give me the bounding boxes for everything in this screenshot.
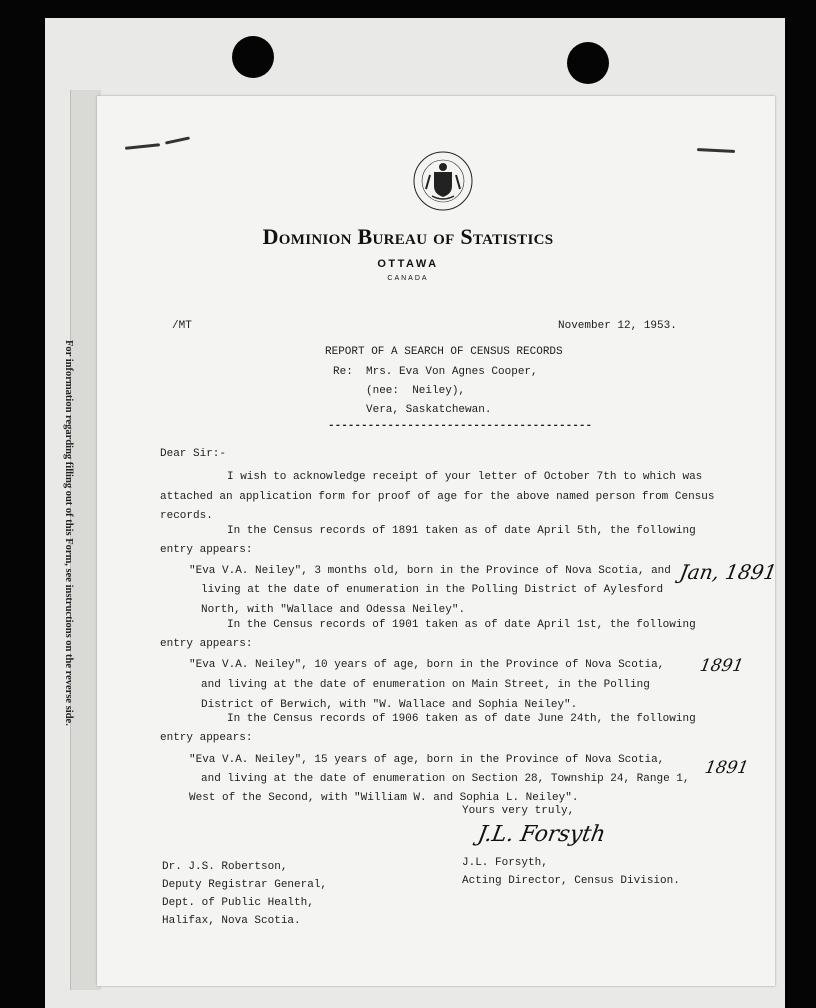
report-heading: REPORT OF A SEARCH OF CENSUS RECORDS bbox=[325, 346, 563, 358]
re-line: Vera, Saskatchewan. bbox=[366, 404, 492, 416]
body-line: entry appears: bbox=[160, 732, 253, 744]
sender-line: Acting Director, Census Division. bbox=[462, 875, 680, 887]
sender-line: J.L. Forsyth, bbox=[462, 857, 548, 869]
handwritten-note: Jan, 1891 bbox=[677, 560, 779, 584]
re-line: (nee: Neiley), bbox=[366, 385, 466, 397]
organization-name: Dominion Bureau of Statistics bbox=[262, 224, 554, 249]
body-line: I wish to acknowledge receipt of your letter of October 7th to which was bbox=[227, 471, 703, 483]
body-line: entry appears: bbox=[160, 544, 253, 556]
handwritten-note: 1891 bbox=[703, 758, 751, 778]
entry-line: "Eva V.A. Neiley", 3 months old, born in the Province of Nova Scotia, and bbox=[189, 565, 671, 577]
re-line: Mrs. Eva Von Agnes Cooper, bbox=[366, 366, 538, 378]
handwritten-note: 1891 bbox=[698, 656, 746, 676]
entry-line: North, with "Wallace and Odessa Neiley". bbox=[201, 604, 466, 616]
reference-code: /MT bbox=[172, 320, 192, 332]
closing: Yours very truly, bbox=[462, 805, 575, 817]
entry-line: living at the date of enumeration in the Polling District of Aylesford bbox=[201, 584, 664, 596]
body-line: In the Census records of 1891 taken as of date April 5th, the following bbox=[227, 525, 696, 537]
recipient-line: Dr. J.S. Robertson, bbox=[162, 861, 288, 873]
signature: J.L. Forsyth bbox=[475, 822, 608, 847]
separator-line: ---------------------------------------- bbox=[328, 420, 593, 432]
letterhead-city: OTTAWA bbox=[377, 258, 439, 270]
letterhead-country: CANADA bbox=[387, 275, 429, 282]
entry-line: West of the Second, with "William W. and Sophia L. Neiley". bbox=[189, 792, 579, 804]
body-line: records. bbox=[160, 510, 213, 522]
body-line: attached an application form for proof of age for the above named person from Census bbox=[160, 491, 715, 503]
entry-line: District of Berwich, with "W. Wallace and Sophia Neiley". bbox=[201, 699, 578, 711]
entry-line: and living at the date of enumeration on Section 28, Township 24, Range 1, bbox=[201, 773, 690, 785]
re-label: Re: bbox=[333, 366, 353, 378]
salutation: Dear Sir:- bbox=[160, 448, 227, 460]
recipient-line: Deputy Registrar General, bbox=[162, 879, 328, 891]
side-instruction-note: For information regarding filling out of this Form, see instructions on the reverse side. bbox=[63, 340, 74, 726]
entry-line: and living at the date of enumeration on Main Street, in the Polling bbox=[201, 679, 650, 691]
body-line: In the Census records of 1906 taken as of date June 24th, the following bbox=[227, 713, 696, 725]
punch-hole bbox=[567, 42, 609, 84]
letter-date: November 12, 1953. bbox=[558, 320, 677, 332]
punch-hole bbox=[232, 36, 274, 78]
department-seal-icon bbox=[412, 150, 474, 212]
body-line: In the Census records of 1901 taken as of date April 1st, the following bbox=[227, 619, 696, 631]
recipient-line: Dept. of Public Health, bbox=[162, 897, 314, 909]
entry-line: "Eva V.A. Neiley", 15 years of age, born in the Province of Nova Scotia, bbox=[189, 754, 665, 766]
body-line: entry appears: bbox=[160, 638, 253, 650]
entry-line: "Eva V.A. Neiley", 10 years of age, born in the Province of Nova Scotia, bbox=[189, 659, 665, 671]
recipient-line: Halifax, Nova Scotia. bbox=[162, 915, 301, 927]
